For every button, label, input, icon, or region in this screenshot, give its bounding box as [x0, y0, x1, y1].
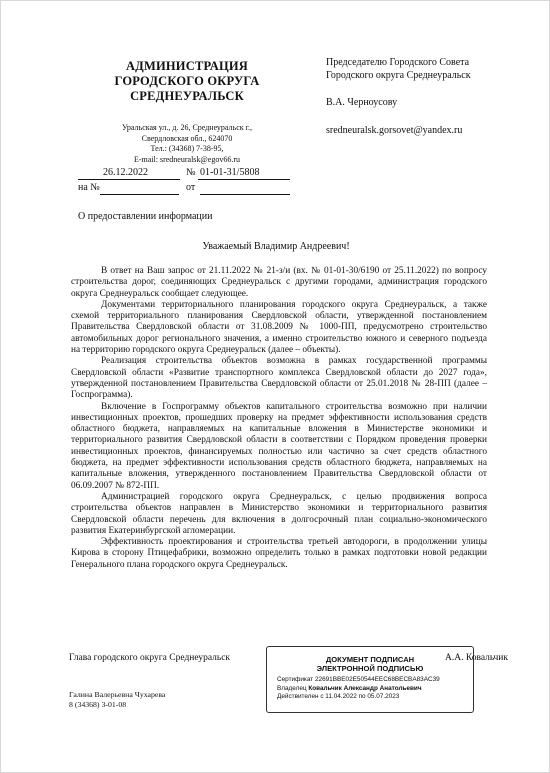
stamp-title-1: ДОКУМЕНТ ПОДПИСАН [325, 655, 415, 664]
stamp-title-2: ЭЛЕКТРОННОЙ ПОДПИСЬЮ [316, 664, 424, 673]
executor-name: Галина Валерьевна Чухарева [69, 690, 166, 699]
executor-block [69, 690, 165, 710]
stamp-owner: Ковальчик Александр Анатольевич [308, 684, 422, 692]
from-label: от [186, 182, 196, 193]
sender-email: E-mail: sredneuralsk@egov66.ru [133, 154, 240, 164]
from-underline [200, 194, 290, 195]
sender-line-1: АДМИНИСТРАЦИЯ [125, 59, 249, 73]
greeting: Уважаемый Владимир Андреевич! [202, 241, 350, 252]
stamp-details [267, 676, 473, 702]
paragraph: В ответ на Ваш запрос от 21.11.2022 № 21-з/и (вх. № 01-01-30/6190 от 25.11.2022) по вопросу строительства дорог, соединяющих Среднеуральск с другими городами, администрация городского округа Среднеуральск сообщает следующее. [71, 266, 487, 299]
subject-line: О предоставлении информации [78, 211, 213, 222]
sender-line-3: СРЕДНЕУРАЛЬСК [130, 89, 244, 103]
paragraph: Администрацией городского округа Среднеуральск, с целью продвижения вопроса строительства объектов направлен в Министерство экономики и территориального развития Свердловской области перечень для включения в долгосрочный план социально-экономического развития Екатеринбургской агломерации. [71, 491, 487, 536]
sender-phone: Тел.: (34368) 7-38-95, [150, 144, 224, 153]
recipient-line-1: Председателю Городского Совета [326, 57, 470, 68]
electronic-signature-stamp [266, 646, 474, 713]
registration-number: 01-01-31/5808 [200, 167, 260, 178]
signatory-name: А.А. Ковальчик [445, 653, 508, 663]
reference-label: на № [78, 182, 100, 193]
recipient-line-2: Городского округа Среднеуральск [326, 69, 471, 81]
registration-number-label: № [186, 167, 196, 178]
sender-line-2: ГОРОДСКОГО ОКРУГА [114, 74, 260, 88]
recipient-email: sredneuralsk.gorsovet@yandex.ru [326, 124, 463, 136]
stamp-certificate-row [277, 676, 473, 685]
signatory-position: Глава городского округа Среднеуральск [69, 653, 231, 663]
stamp-owner-label: Владелец [277, 684, 307, 692]
sender-organization [93, 59, 281, 104]
recipient-block [326, 57, 536, 137]
recipient-name: В.А. Черноусову [326, 97, 398, 108]
stamp-owner-row [277, 685, 473, 694]
stamp-cert-label: Сертификат [277, 676, 314, 683]
paragraph: Реализация строительства объектов возможна в рамках государственной программы Свердловской области «Развитие транспортного комплекса Свердловской области до 2027 года», утвержденной постановлением Правительства Свердловской области от 25.01.2018 № 28-ПП (далее – Госпрограмма). [71, 356, 487, 401]
sender-address [93, 123, 281, 165]
paragraph: Эффективность проектирования и строительства третьей автодороги, в продолжении улицы Кирова в сторону Птицефабрики, возможно определить только в рамках подготовки новой редакции Генерального плана городского округа Среднеуральск. [71, 537, 487, 570]
number-underline [198, 179, 290, 180]
stamp-cert: 22691BBE02E50544EEC68BECBA83AC39 [314, 676, 440, 683]
paragraph: Включение в Госпрограмму объектов капитального строительства возможно при наличии инвестиционных проектов, прошедших проверку на предмет эффективности использования средств областного бюджета, направляемых на капитальные вложения в Министерстве экономики и территориального развития Свердловской области в соответствии с Порядком проведения проверки инвестиционных проектов, финансируемых полностью или частично за счет средств областного бюджета, на предмет эффективности использования средств областного бюджета, направляемых на капитальные вложения, утвержденного постановлением Правительства Свердловской области от 06.09.2007 № 872-ПП. [71, 401, 487, 491]
letter-body [71, 266, 487, 571]
stamp-title [267, 655, 473, 673]
reference-underline [100, 194, 179, 195]
stamp-validity: Действителен с 11.04.2022 по 05.07.2023 [277, 693, 400, 701]
paragraph: Документами территориального планирования городского округа Среднеуральск, а также схемой территориального планирования Свердловской области, утвержденной постановлением Правительства Свердловской области от 31.08.2009 № 1000-ПП, предусмотрено строительство автомобильных дорог регионального значения, а именно строительство южного и северного подъезда на территорию городского округа Среднеуральск (далее – объекты). [71, 299, 487, 356]
registration-date: 26.12.2022 [103, 167, 148, 178]
address-line-2: Свердловская обл., 624070 [141, 133, 233, 143]
executor-phone: 8 (34368) 3-01-08 [69, 700, 127, 709]
address-line-1: Уральская ул., д. 26, Среднеуральск г., [121, 123, 253, 132]
date-underline [78, 179, 180, 180]
